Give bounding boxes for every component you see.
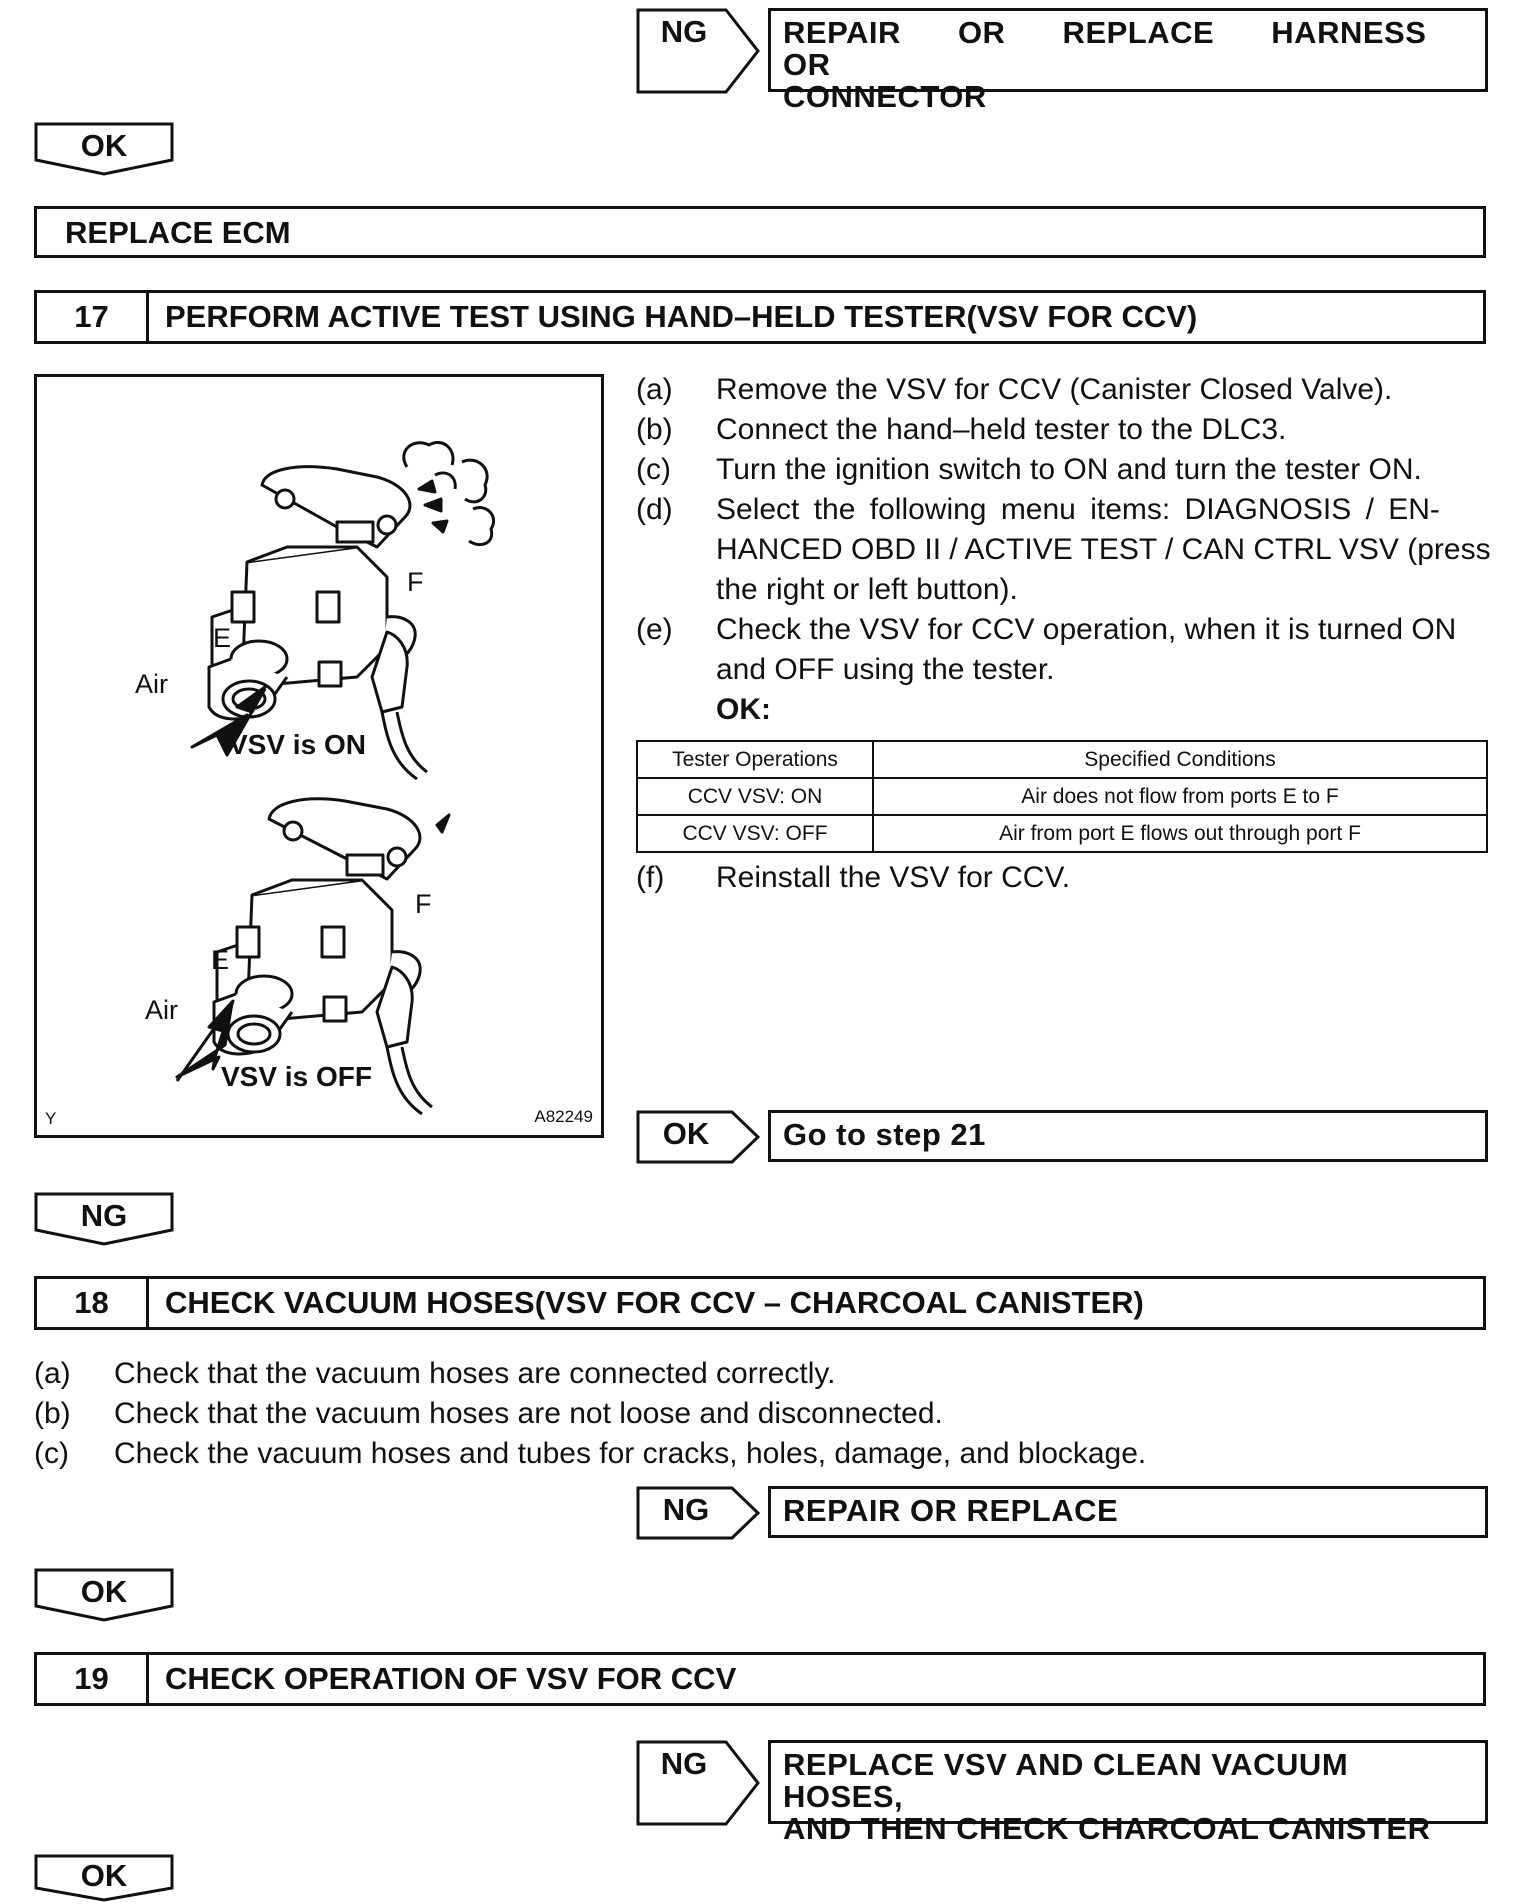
vsv-figure — [34, 374, 604, 1138]
item-label: (c) — [636, 453, 671, 486]
item-text: Remove the VSV for CCV (Canister Closed Valve). — [716, 373, 1393, 406]
item-text: HANCED OBD II / ACTIVE TEST / CAN CTRL VSV (press — [716, 533, 1491, 566]
table-row — [637, 815, 1487, 852]
ng-tab-label: NG — [80, 1198, 128, 1233]
item-label: (e) — [636, 613, 673, 646]
ng-tag: NG — [660, 1746, 708, 1781]
ok-tab-label: OK — [80, 1574, 128, 1609]
ng-result-line1: REPLACE VSV AND CLEAN VACUUM HOSES, — [783, 1747, 1349, 1814]
ok-tab-label: OK — [80, 1858, 128, 1893]
ng-result-line2: AND THEN CHECK CHARCOAL CANISTER — [783, 1811, 1431, 1846]
table-cell: CCV VSV: OFF — [637, 815, 873, 852]
table-cell: CCV VSV: ON — [637, 778, 873, 815]
item-label: (d) — [636, 493, 673, 526]
ok-result-text: Go to step 21 — [768, 1110, 1488, 1162]
column-header: Tester Operations — [637, 741, 873, 778]
air-label: Air — [145, 995, 178, 1025]
port-e-label: E — [211, 945, 230, 975]
item-text: the right or left button). — [716, 573, 1018, 606]
table-header-row — [637, 741, 1487, 778]
port-e-label: E — [213, 623, 232, 653]
ng-result-line2: CONNECTOR — [783, 79, 987, 114]
item-text: Check the vacuum hoses and tubes for cracks, holes, damage, and blockage. — [114, 1437, 1147, 1470]
replace-ecm-box — [34, 206, 1486, 258]
ng-tag: NG — [660, 14, 708, 49]
ok-condition-label: OK: — [716, 693, 771, 726]
ng-result-line1: REPAIR OR REPLACE HARNESS OR — [783, 15, 1427, 82]
ng-tag: NG — [662, 1492, 710, 1527]
item-label: (c) — [34, 1437, 69, 1470]
table-cell: Air from port E flows out through port F — [873, 815, 1487, 852]
figure-corner-code: Y — [45, 1109, 57, 1128]
column-header: Specified Conditions — [873, 741, 1487, 778]
figure-id: A82249 — [534, 1107, 593, 1126]
item-label: (a) — [636, 373, 673, 406]
vsv-off-caption: VSV is OFF — [221, 1061, 372, 1092]
item-text: Select the following menu items: DIAGNOSIS / EN- — [716, 493, 1440, 526]
port-f-label: F — [407, 567, 424, 597]
replace-ecm-label: REPLACE ECM — [65, 215, 291, 250]
port-f-label: F — [415, 889, 432, 919]
item-text: and OFF using the tester. — [716, 653, 1055, 686]
ng-result-text — [768, 8, 1488, 114]
step-title: CHECK OPERATION OF VSV FOR CCV — [165, 1661, 737, 1696]
step-17-header — [34, 290, 1486, 344]
ok-tag: OK — [662, 1116, 710, 1151]
vsv-on-caption: VSV is ON — [229, 729, 366, 760]
item-label: (b) — [34, 1397, 71, 1430]
step-number: 17 — [37, 293, 149, 341]
table-row — [637, 778, 1487, 815]
item-label: (a) — [34, 1357, 71, 1390]
item-text: Check that the vacuum hoses are connected correctly. — [114, 1357, 836, 1390]
item-text: Connect the hand–held tester to the DLC3. — [716, 413, 1287, 446]
air-label: Air — [135, 669, 168, 699]
ng-result-text: REPAIR OR REPLACE — [768, 1486, 1488, 1538]
ok-tab-label: OK — [80, 128, 128, 163]
list-item — [636, 610, 1488, 690]
item-label: (b) — [636, 413, 673, 446]
step-title: CHECK VACUUM HOSES(VSV FOR CCV – CHARCOAL CANISTER) — [165, 1285, 1144, 1320]
item-text: Turn the ignition switch to ON and turn the tester ON. — [716, 453, 1422, 486]
ng-result-text — [768, 1740, 1488, 1846]
item-text: Check that the vacuum hoses are not loose and disconnected. — [114, 1397, 943, 1430]
step-18-header — [34, 1276, 1486, 1330]
list-item — [636, 490, 1491, 610]
item-text: Check the VSV for CCV operation, when it is turned ON — [716, 613, 1457, 646]
item-label: (f) — [636, 861, 665, 894]
step-number: 19 — [37, 1655, 149, 1703]
step-number: 18 — [37, 1279, 149, 1327]
spec-table — [636, 740, 1488, 853]
item-text: Reinstall the VSV for CCV. — [716, 861, 1071, 894]
step-title: PERFORM ACTIVE TEST USING HAND–HELD TESTER(VSV FOR CCV) — [165, 299, 1198, 334]
step-19-header — [34, 1652, 1486, 1706]
table-cell: Air does not flow from ports E to F — [873, 778, 1487, 815]
